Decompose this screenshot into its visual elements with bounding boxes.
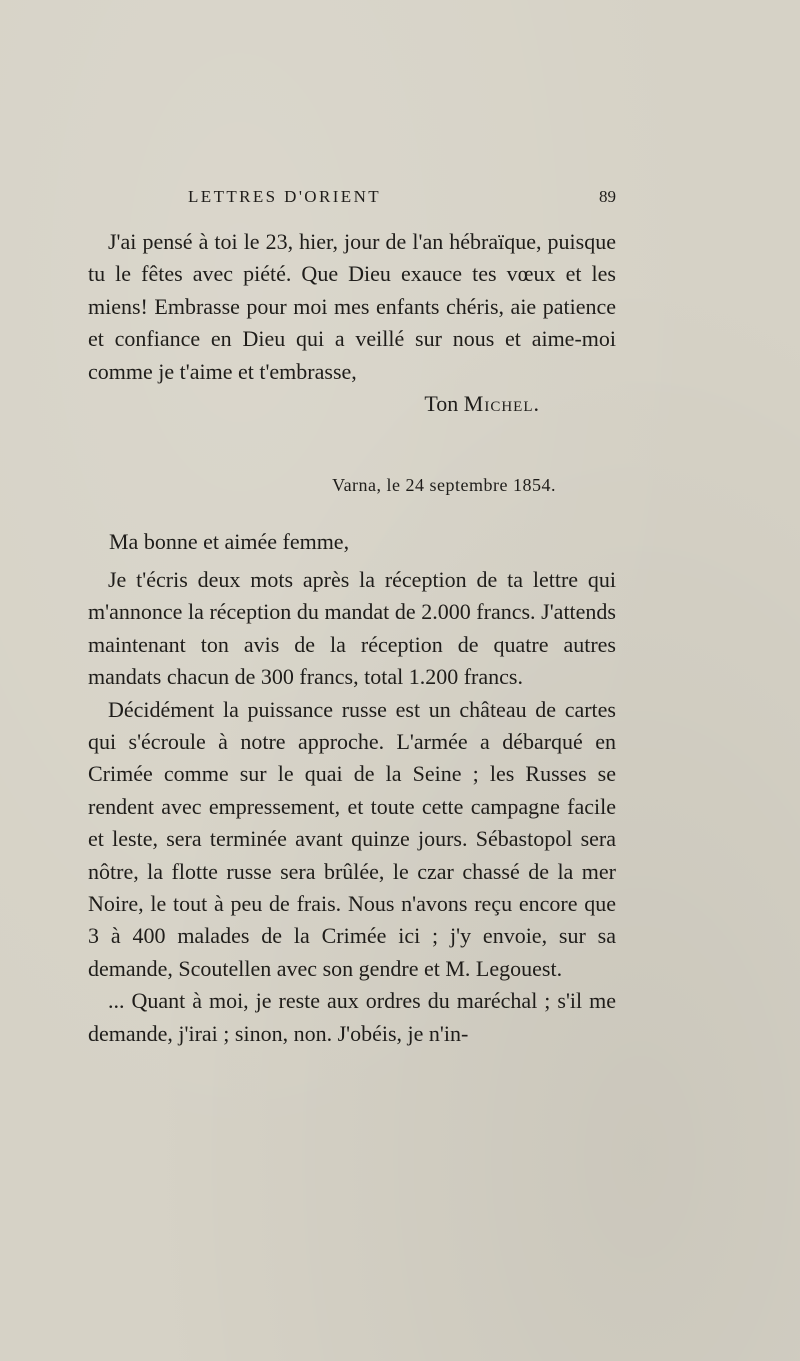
letter-1-paragraph: J'ai pensé à toi le 23, hier, jour de l'an hébraïque, puisque tu le fêtes avec piété. Que Dieu exauce tes vœux et les miens! Embrasse pour moi mes enfants chéris, aie patience et confiance en Dieu qui a veillé sur nous et aime-moi comme je t'aime et t'embrasse, (88, 229, 616, 384)
signature-name: Michel. (463, 391, 540, 417)
running-title: LETTRES D'ORIENT (188, 187, 382, 206)
letter-2-paragraph-1: Je t'écris deux mots après la réception de ta lettre qui m'annonce la réception du mandat de 2.000 francs. J'attends maintenant ton avis de la réception de quatre autres mandats chacun de 300 francs, total 1.200 francs. (88, 567, 616, 690)
letter-1-signature (88, 388, 616, 420)
letter-2-salutation: Ma bonne et aimée femme, (109, 529, 350, 554)
signature-prefix: Ton (424, 391, 464, 417)
letter-2-paragraph-3: ... Quant à moi, je reste aux ordres du maréchal ; s'il me demande, j'irai ; sinon, non. J'obéis, je n'in- (88, 988, 616, 1046)
letter-1-body (88, 226, 616, 420)
letter-2-body (88, 564, 616, 1050)
page-header (88, 187, 616, 211)
letter-2-paragraph-2: Décidément la puissance russe est un château de cartes qui s'écroule à notre approche. L'armée a débarqué en Crimée comme sur le quai de la Seine ; les Russes se rendent avec empressement, et toute cette campagne facile et leste, sera terminée avant quinze jours. Sébastopol sera nôtre, la flotte russe sera brûlée, le czar chassé de la mer Noire, le tout à peu de frais. Nous n'avons reçu encore que 3 à 400 malades de la Crimée ici ; j'y envoie, sur sa demande, Scoutellen avec son gendre et M. Legouest. (88, 696, 616, 981)
page-number: 89 (599, 187, 616, 206)
letter-2-dateline: Varna, le 24 septembre 1854. (332, 475, 556, 495)
